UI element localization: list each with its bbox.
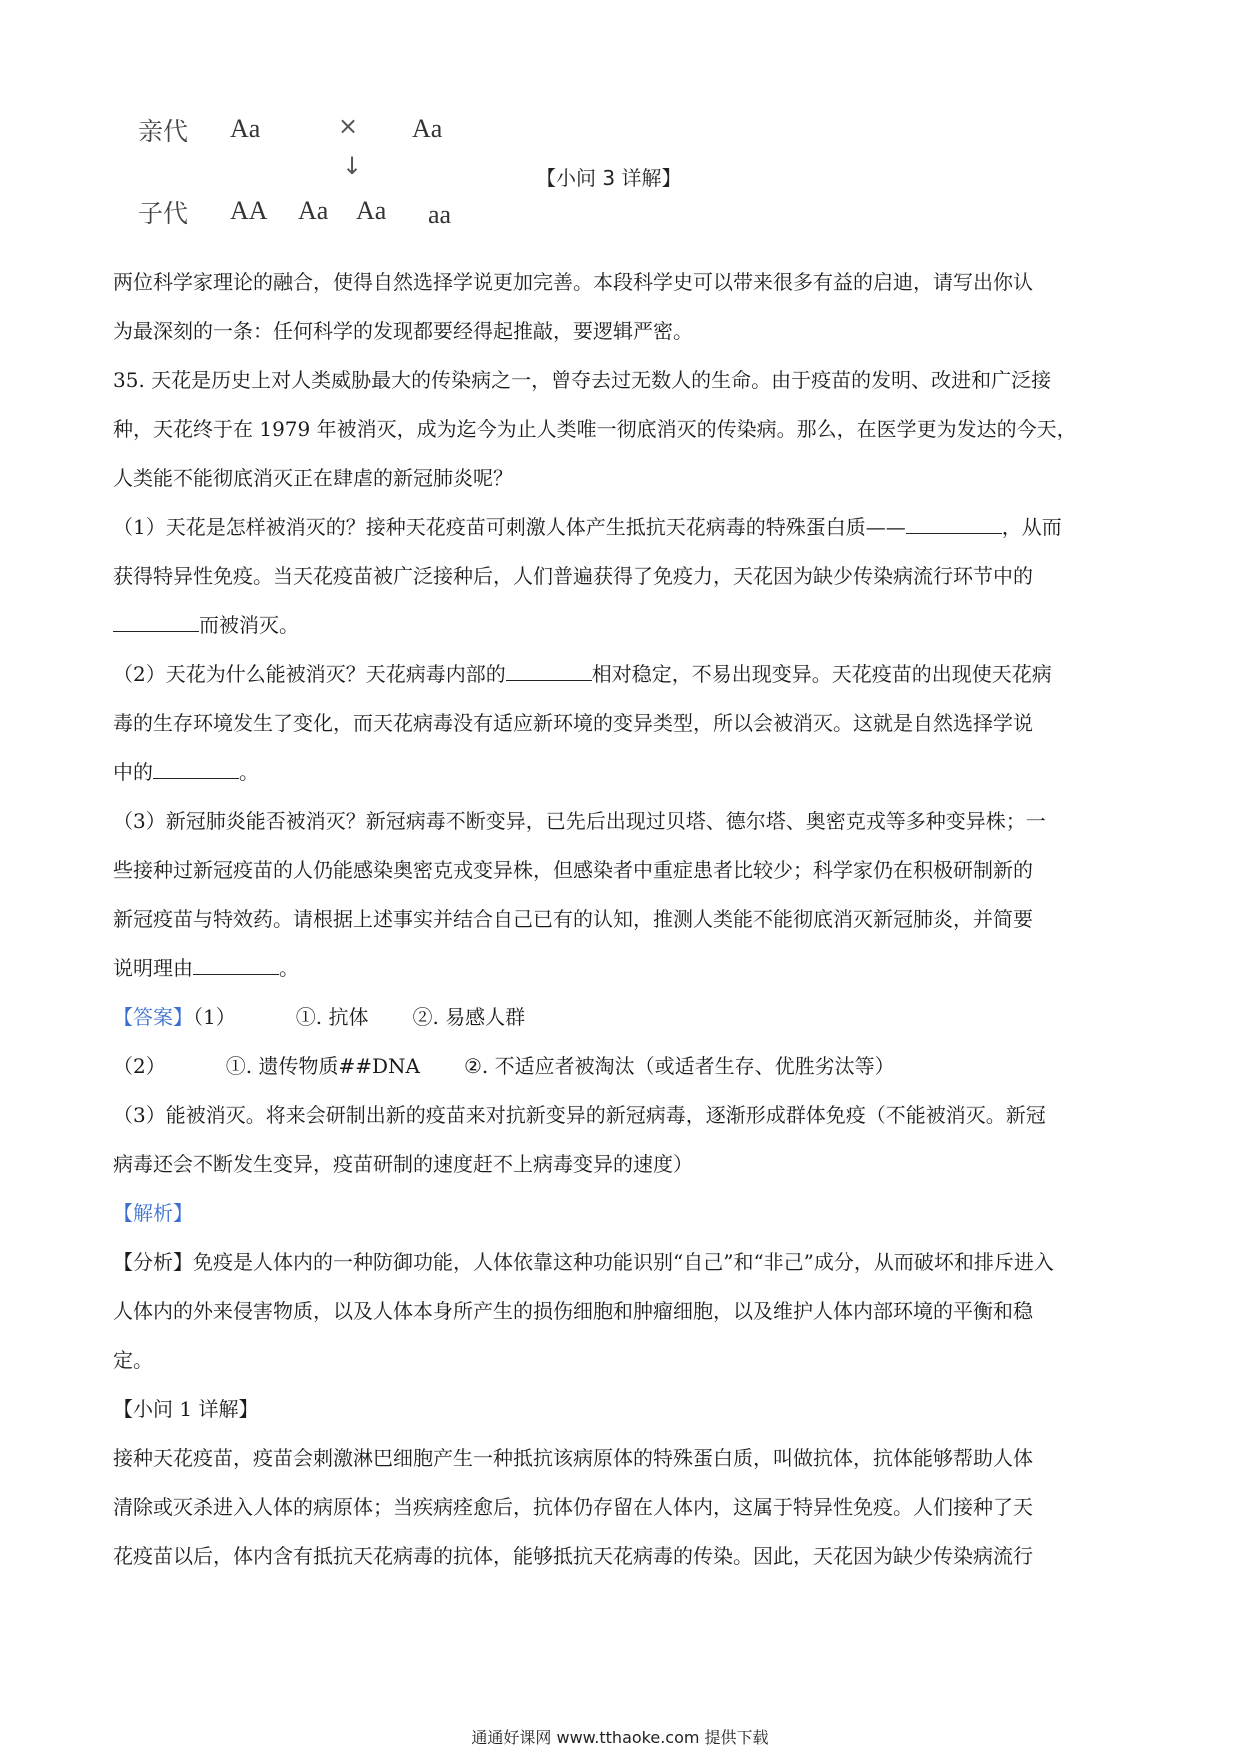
cross-symbol: × <box>338 112 359 140</box>
answer-blank-1 <box>906 511 1002 534</box>
parent2-genotype: Aa <box>412 114 443 143</box>
q35-sub3-line-2: 些接种过新冠疫苗的人仍能感染奥密克戎变异株，但感染者中重症患者比较少；科学家仍在积极研制新的 <box>113 858 1033 882</box>
offspring-genotype-1: AA <box>230 196 268 225</box>
main-text <box>113 258 1130 1581</box>
q1-detail-heading: 【小问 1 详解】 <box>113 1397 259 1421</box>
q35-sub2-line-2: 毒的生存环境发生了变化，而天花病毒没有适应新环境的变异类型，所以会被消灭。这就是自然选择学说 <box>113 711 1033 735</box>
offspring-genotype-4: aa <box>428 200 452 229</box>
answer-blank-4 <box>153 756 239 779</box>
q35-sub3-line-1: （3）新冠肺炎能否被消灭？新冠病毒不断变异，已先后出现过贝塔、德尔塔、奥密克戎等多种变异株；一 <box>113 809 1046 833</box>
q35-stem-line-3: 人类能不能彻底消灭正在肆虐的新冠肺炎呢？ <box>113 466 513 490</box>
parent-generation-label: 亲代 <box>138 117 189 146</box>
page-footer: 通通好课网 www.tthaoke.com 提供下载 <box>471 1728 769 1747</box>
answer-blank-5 <box>193 952 279 975</box>
q35-sub1-line-1: （1）天花是怎样被消灭的？接种天花疫苗可刺激人体产生抵抗天花病毒的特殊蛋白质—— ，从而 <box>113 503 1130 552</box>
answer-blank-3 <box>506 658 592 681</box>
answer-line-3: （3）能被消灭。将来会研制出新的疫苗来对抗新变异的新冠病毒，逐渐形成群体免疫（不能被消灭。新冠 <box>113 1103 1046 1127</box>
q1-detail-line-2: 清除或灭杀进入人体的病原体；当疾病痊愈后，抗体仍存留在人体内，这属于特异性免疫。人们接种了天 <box>113 1495 1033 1519</box>
answer-label: 【答案】 <box>113 1005 193 1029</box>
q35-sub2-line-1: （2）天花为什么能被消灭？天花病毒内部的 相对稳定，不易出现变异。天花疫苗的出现使天花病 <box>113 650 1130 699</box>
offspring-generation-label: 子代 <box>138 199 189 228</box>
q35-sub3-line-3: 新冠疫苗与特效药。请根据上述事实并结合自己已有的认知，推测人类能不能彻底消灭新冠肺炎，并简要 <box>113 907 1033 931</box>
intro-line-1: 两位科学家理论的融合，使得自然选择学说更加完善。本段科学史可以带来很多有益的启迪，请写出你认 <box>113 270 1033 294</box>
q35-sub1-line-2: 获得特异性免疫。当天花疫苗被广泛接种后，人们普遍获得了免疫力，天花因为缺少传染病流行环节中的 <box>113 564 1033 588</box>
analysis-fenxi-line-3: 定。 <box>113 1348 153 1372</box>
q35-sub1-line-3: 而被消灭。 <box>113 601 1130 650</box>
answer-blank-2 <box>113 609 199 632</box>
q1-detail-line-3: 花疫苗以后，体内含有抵抗天花病毒的抗体，能够抵抗天花病毒的传染。因此，天花因为缺少传染病流行 <box>113 1544 1033 1568</box>
parent1-genotype: Aa <box>230 114 261 143</box>
analysis-fenxi-line-2: 人体内的外来侵害物质，以及人体本身所产生的损伤细胞和肿瘤细胞，以及维护人体内部环境的平衡和稳 <box>113 1299 1033 1323</box>
answer-line-4: 病毒还会不断发生变异，疫苗研制的速度赶不上病毒变异的速度） <box>113 1152 693 1176</box>
q1-detail-line-1: 接种天花疫苗，疫苗会刺激淋巴细胞产生一种抵抗该病原体的特殊蛋白质，叫做抗体，抗体能够帮助人体 <box>113 1446 1033 1470</box>
q35-stem-line-1: 35. 天花是历史上对人类威胁最大的传染病之一，曾夺去过无数人的生命。由于疫苗的发明、改进和广泛接 <box>113 368 1052 392</box>
offspring-genotype-3: Aa <box>356 196 387 225</box>
down-arrow-icon: ↓ <box>342 152 363 180</box>
analysis-fenxi-line-1: 【分析】免疫是人体内的一种防御功能，人体依靠这种功能识别“自己”和“非己”成分，从而破坏和排斥进入 <box>113 1250 1054 1274</box>
intro-line-2: 为最深刻的一条：任何科学的发现都要经得起推敲，要逻辑严密。 <box>113 319 693 343</box>
answer-line-1: 【答案】（1） ①. 抗体 ②. 易感人群 <box>113 1005 526 1029</box>
offspring-genotype-2: Aa <box>298 196 329 225</box>
q3-detail-heading: 【小问 3 详解】 <box>536 166 682 190</box>
fenxi-label: 【分析】 <box>113 1250 193 1274</box>
q35-sub2-line-3: 中的 。 <box>113 748 1130 797</box>
answer-line-2: （2） ①. 遗传物质##DNA ②. 不适应者被淘汰（或适者生存、优胜劣汰等） <box>113 1054 895 1078</box>
q35-sub3-line-4: 说明理由 。 <box>113 944 1130 993</box>
q35-stem-line-2: 种，天花终于在 1979 年被消灭，成为迄今为止人类唯一彻底消灭的传染病。那么，在医学更为发达的今天， <box>113 417 1077 441</box>
analysis-label: 【解析】 <box>113 1201 193 1225</box>
